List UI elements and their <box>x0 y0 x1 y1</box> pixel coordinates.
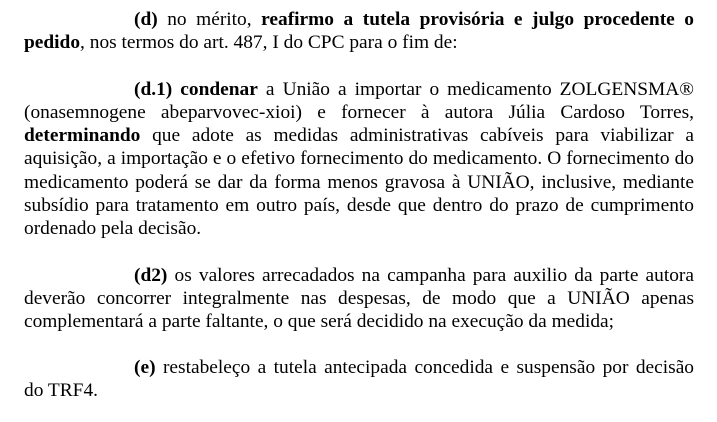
paragraph-d1-text-2: que adote as medidas administrativas cabíveis para viabilizar a aquisição, a importação e o efetivo fornecimento do medicamento. O fornecimento do medicamento poderá se dar da forma menos gravosa à UNIÃO, inclusive, mediante subsídio para tratamento em outro país, desde que dentro do prazo de cumprimento ordenado pela decisão. <box>24 125 694 240</box>
paragraph-d1-text-1: a União a importar o medicamento ZOLGENSMA® (onasemnogene abeparvovec-xioi) e fornecer à autora Júlia Cardoso Torres, <box>24 78 694 123</box>
paragraph-d-bold-1: reafirmo a tutela provisória e julgo procedente o pedido <box>24 9 694 54</box>
item-marker-d1: (d.1) <box>134 78 173 100</box>
paragraph-d2 <box>24 264 694 334</box>
paragraph-spacer <box>24 241 694 264</box>
paragraph-d1-bold-1: condenar <box>180 78 258 100</box>
document-body <box>24 8 694 402</box>
paragraph-e-text-1: restabeleço a tutela antecipada concedida e suspensão por decisão do TRF4. <box>24 356 694 401</box>
paragraph-e <box>24 356 694 403</box>
paragraph-d <box>24 8 694 55</box>
item-marker-d: (d) <box>134 9 158 30</box>
paragraph-d-text-1: no mérito, <box>157 9 262 30</box>
paragraph-d2-text-1: os valores arrecadados na campanha para auxilio da parte autora deverão concorrer integralmente nas despesas, de modo que a UNIÃO apenas complementará a parte faltante, o que será decidido na execução da medida; <box>24 264 694 333</box>
paragraph-spacer <box>24 55 694 78</box>
paragraph-spacer <box>24 334 694 356</box>
paragraph-d1 <box>24 78 694 241</box>
item-marker-e: (e) <box>134 356 156 378</box>
item-marker-d2: (d2) <box>134 264 168 286</box>
paragraph-d1-bold-2: determinando <box>24 125 141 147</box>
paragraph-d-text-2: , nos termos do art. 487, I do CPC para o fim de: <box>80 32 458 54</box>
